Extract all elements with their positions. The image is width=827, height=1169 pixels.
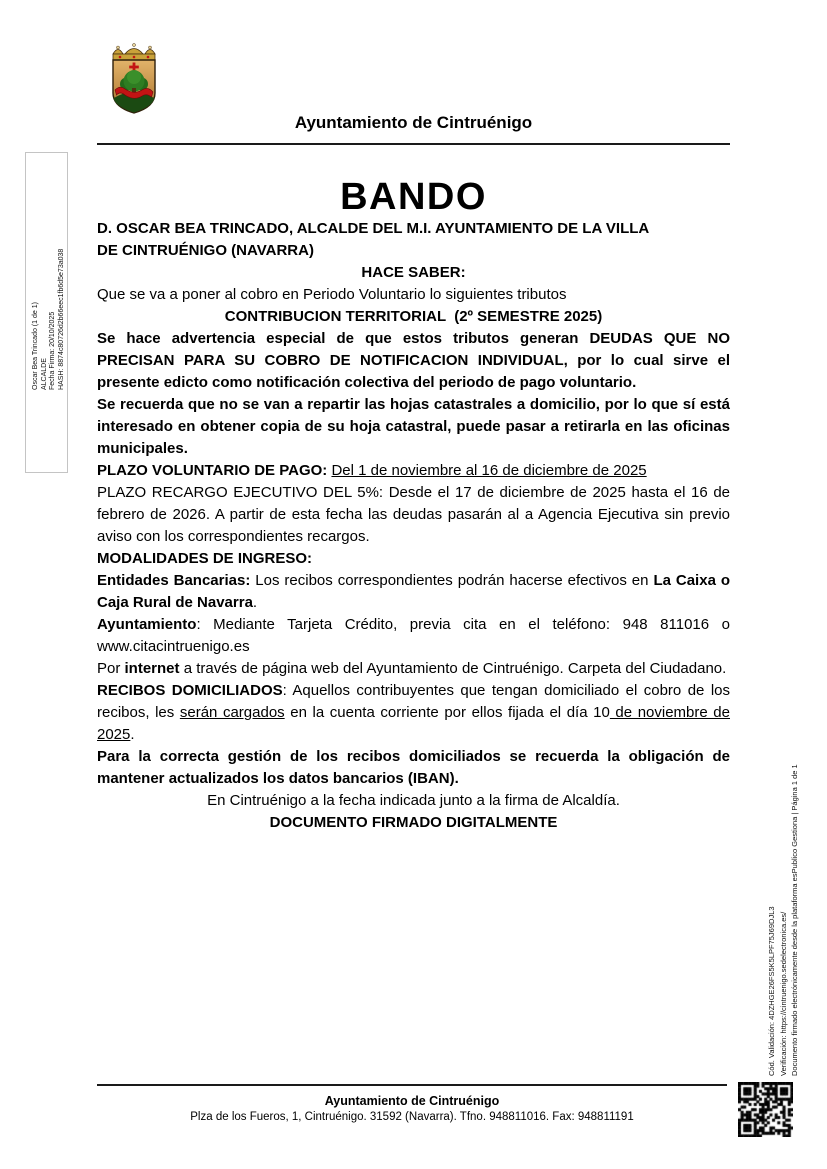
- signature-hash: HASH: 8874c80726d2b66eec1fb6d5e73a038: [57, 248, 65, 390]
- qr-code-icon: [738, 1082, 793, 1137]
- text-run: : Aquellos contribuyentes que tengan domiciliado el cobro de los recibos, les: [97, 682, 731, 721]
- text-run: La Caixa o Caja Rural de Navarra: [97, 572, 731, 611]
- text-run: Ayuntamiento: [97, 616, 197, 633]
- text-run: de noviembre de 2025: [97, 704, 730, 743]
- warning-catastral-paragraph: Se recuerda que no se van a repartir las hojas catastrales a domicilio, por lo que sí está interesado en obtener copia de su hoja catastral, puede pasar a retirarla en las oficinas municipales.: [97, 396, 730, 457]
- footer-title: Ayuntamiento de Cintruénigo: [324, 1094, 500, 1108]
- issuer-line-1: D. OSCAR BEA TRINCADO, ALCALDE DEL M.I. AYUNTAMIENTO DE LA VILLA: [97, 220, 650, 237]
- issuer-line-2: DE CINTRUÉNIGO (NAVARRA): [97, 242, 314, 259]
- footer-rule: [97, 1084, 727, 1086]
- closing-place-line: En Cintruénigo a la fecha indicada junto a la firma de Alcaldía.: [207, 792, 620, 809]
- footer-address: Plza de los Fueros, 1, Cintruénigo. 31592 (Navarra). Tfno. 948811016. Fax: 948811191: [190, 1111, 634, 1123]
- header-rule: [97, 143, 730, 145]
- text-run: RECIBOS DOMICILIADOS: [97, 682, 283, 699]
- coat-of-arms-icon: [106, 41, 162, 115]
- text-run: en la cuenta corriente por ellos fijada el día 10: [284, 704, 610, 721]
- validation-margin-text: [766, 726, 801, 1076]
- text-run: serán cargados: [179, 704, 285, 721]
- internet-paragraph: [97, 658, 730, 680]
- signer-name: Oscar Bea Trincado (1 de 1): [32, 302, 39, 390]
- tax-heading: CONTRIBUCION TERRITORIAL (2º SEMESTRE 2025): [224, 308, 603, 325]
- signer-role: ALCALDE: [40, 358, 48, 390]
- plazo-recargo-paragraph: PLAZO RECARGO EJECUTIVO DEL 5%: Desde el 17 de diciembre de 2025 hasta el 16 de febrero de 2026. A partir de esta fecha las deudas pasarán al a Agencia Ejecutiva sin previo aviso con los correspondientes recargos.: [97, 484, 730, 545]
- document-title: BANDO: [340, 176, 487, 218]
- platform-note: Documento firmado electrónicamente desde la plataforma esPublico Gestiona | Página 1 de 1: [790, 764, 799, 1076]
- coat-of-arms-svg: [106, 41, 162, 115]
- modalidades-heading: MODALIDADES DE INGRESO:: [97, 550, 313, 567]
- text-run: : Mediante Tarjeta Crédito, previa cita en el teléfono: 948 811016 o www.citacintruenigo.es: [97, 616, 730, 655]
- text-run: .: [130, 726, 135, 743]
- recibos-paragraph: [97, 680, 730, 746]
- closing-signed-line: DOCUMENTO FIRMADO DIGITALMENTE: [269, 814, 558, 831]
- text-run: PLAZO VOLUNTARIO DE PAGO:: [97, 462, 332, 479]
- verification-url: Verificación: https://cintruenigo.sedelectronica.es/: [778, 911, 788, 1076]
- entidades-paragraph: [97, 570, 730, 614]
- plazo-voluntario-paragraph: [97, 460, 730, 482]
- text-run: internet: [124, 660, 180, 677]
- text-run: a través de página web del Ayuntamiento de Cintruénigo. Carpeta del Ciudadano.: [179, 660, 727, 677]
- warning-notice-paragraph: Se hace advertencia especial de que estos tributos generan DEUDAS QUE NO PRECISAN PARA SU COBRO DE NOTIFICACION INDIVIDUAL, por lo cual sirve el presente edicto como notificación colectiva del periodo de pago voluntario.: [97, 330, 730, 391]
- signature-margin-text: [32, 160, 66, 390]
- text-run: Por: [97, 660, 125, 677]
- text-run: Los recibos correspondientes podrán hacerse efectivos en: [255, 572, 654, 589]
- text-run: Del 1 de noviembre al 16 de diciembre de 2025: [331, 462, 647, 479]
- validation-code: Cód. Validación: 4DZHGE26FS5K5LPF75J69DJL3: [767, 906, 776, 1076]
- intro-paragraph: Que se va a poner al cobro en Periodo Voluntario lo siguientes tributos: [97, 286, 567, 303]
- text-run: Entidades Bancarias:: [97, 572, 256, 589]
- header-title: Ayuntamiento de Cintruénigo: [294, 113, 533, 132]
- document-body: [97, 176, 730, 834]
- gestion-paragraph: Para la correcta gestión de los recibos domiciliados se recuerda la obligación de mantener actualizados los datos bancarios (IBAN).: [97, 748, 730, 787]
- ayuntamiento-paragraph: [97, 614, 730, 658]
- issuer-line: [97, 218, 730, 262]
- signature-date: Fecha Firma: 20/10/2025: [49, 311, 56, 390]
- text-run: .: [252, 594, 258, 611]
- hace-saber-heading: HACE SABER:: [361, 264, 466, 281]
